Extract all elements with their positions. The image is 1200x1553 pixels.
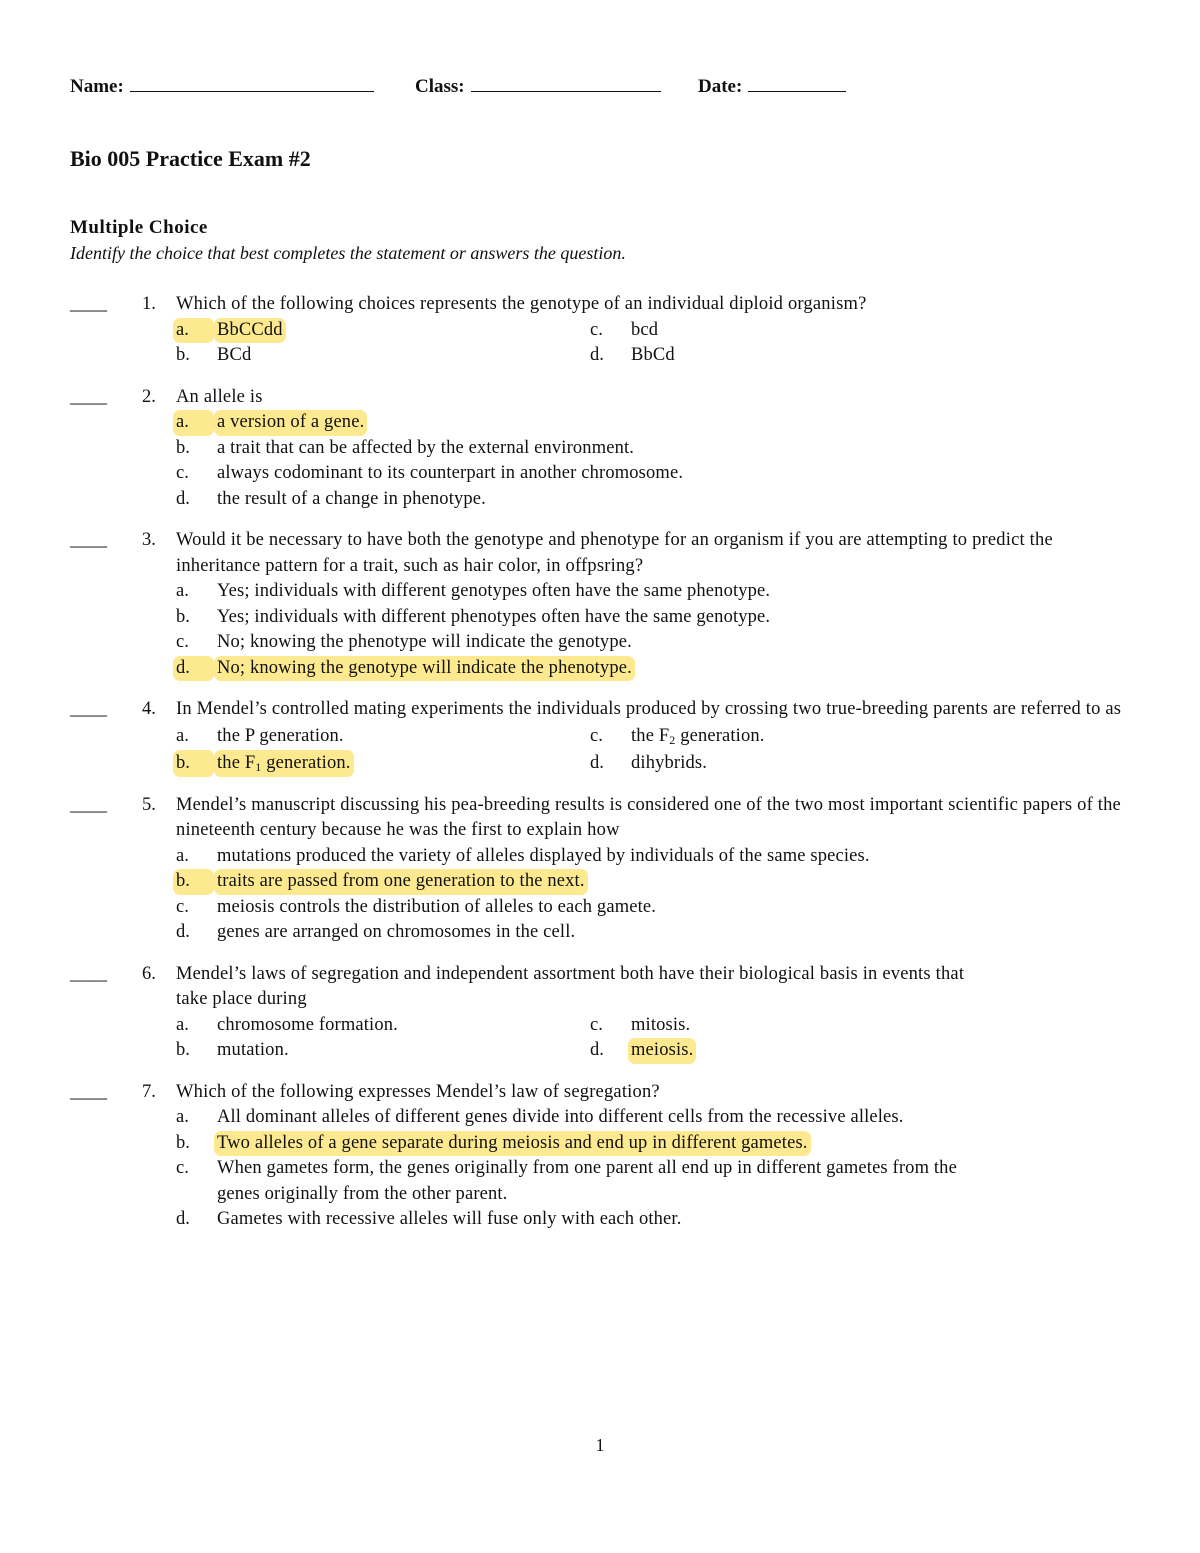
question-4 [70,697,1140,777]
option-letter: b. [173,750,214,777]
option-letter: a. [176,581,189,601]
option-b [176,343,590,369]
option-text-pre: the F [631,725,670,746]
option-text: bcd [631,319,659,340]
question-stem: Which of the following expresses Mendel’s law of segregation? [176,1081,660,1102]
answer-blank[interactable]: ____ [70,699,107,719]
option-c [590,318,1140,344]
class-blank-line[interactable] [471,74,661,92]
option-c [590,723,1140,750]
option-c [176,895,1140,921]
question-2 [70,385,1140,513]
options [176,579,1140,681]
option-letter: d. [176,922,190,942]
option-text: the result of a change in phenotype. [217,488,486,509]
option-text: the P generation. [217,725,344,746]
option-letter: b. [176,345,190,365]
option-letter: d. [173,656,214,682]
option-text: Yes; individuals with different genotypes often have the same phenotype. [217,581,771,601]
option-letter: c. [176,896,189,917]
date-label: Date: [698,76,743,97]
section-title: Multiple Choice [70,217,208,238]
option-letter: d. [590,1040,604,1060]
option-d [590,1038,1140,1064]
option-a [176,1105,976,1131]
option-letter: d. [590,752,604,773]
option-letter: a. [176,1014,189,1035]
options [176,844,1140,946]
option-text: Gametes with recessive alleles will fuse only with each other. [217,1209,682,1229]
question-number: 1. [142,294,156,314]
option-a [176,1013,590,1039]
question-1 [70,292,1140,369]
option-letter: c. [590,319,603,340]
option-a [176,723,590,750]
page-number: 1 [595,1435,605,1455]
question-6 [70,962,1140,1064]
option-b [176,1131,976,1157]
option-c [176,630,1140,656]
option-text-post: generation. [675,725,765,746]
option-text: dihybrids. [631,752,708,773]
question-stem: Mendel’s laws of segregation and independent assortment both have their biological basis in events that take place during [176,963,965,1009]
options [176,723,1140,777]
option-text: chromosome formation. [217,1014,398,1035]
answer-blank[interactable]: ____ [70,530,107,550]
question-3 [70,528,1140,681]
question-number: 6. [142,963,156,984]
option-text: meiosis controls the distribution of alleles to each gamete. [217,896,657,917]
option-letter: c. [590,725,603,746]
option-text: always codominant to its counterpart in another chromosome. [217,463,684,483]
option-text: Two alleles of a gene separate during meiosis and end up in different gametes. [214,1131,811,1157]
option-letter: b. [176,1132,190,1153]
answer-blank[interactable]: ____ [70,963,107,984]
option-letter: b. [173,869,214,895]
option-letter: b. [176,606,190,627]
option-text-subscript: 1 [255,759,262,774]
option-text [631,723,765,750]
option-letter: c. [590,1014,603,1035]
option-text: meiosis. [628,1038,696,1064]
class-label: Class: [415,76,465,97]
option-letter: c. [176,632,189,652]
question-number: 7. [142,1081,156,1102]
option-letter: c. [176,463,189,483]
question-5 [70,793,1140,946]
options [176,318,1140,369]
option-text: BCd [217,345,252,365]
option-letter: d. [590,345,604,365]
option-text: BbCCdd [214,318,286,344]
question-stem: Which of the following choices represents the genotype of an individual diploid organism? [176,294,867,314]
option-text: genes are arranged on chromosomes in the cell. [217,922,576,942]
name-field [70,74,374,98]
date-blank-line[interactable] [748,74,846,92]
option-letter: a. [173,410,214,436]
option-letter: c. [176,1158,189,1178]
option-c [590,1013,1140,1039]
option-text [214,750,354,777]
option-d [176,1207,976,1233]
option-text-post: generation. [261,752,351,773]
option-letter: d. [176,1209,190,1229]
option-d [176,920,1140,946]
option-a [176,410,1140,436]
question-stem: In Mendel’s controlled mating experiments the individuals produced by crossing two true-breeding parents are referred to as [176,699,1122,719]
question-stem: Mendel’s manuscript discussing his pea-breeding results is considered one of the two most important scientific papers of the nineteenth century because he was the first to explain how [176,794,1121,840]
option-c [176,1156,976,1207]
option-text: All dominant alleles of different genes divide into different cells from the recessive alleles. [217,1107,904,1127]
question-stem: An allele is [176,386,263,407]
option-text: BbCd [631,345,675,365]
answer-blank[interactable]: ____ [70,294,107,314]
question-stem: Would it be necessary to have both the genotype and phenotype for an organism if you are attempting to predict the inheritance pattern for a trait, such as hair color, in offpsring? [176,530,1053,576]
option-b [176,1038,590,1064]
option-a [176,318,590,344]
option-d [590,343,1140,369]
options [176,1013,1140,1064]
option-letter: a. [176,1107,189,1127]
name-label: Name: [70,76,124,97]
question-number: 2. [142,386,156,407]
options [176,410,1140,512]
option-text: traits are passed from one generation to the next. [214,869,588,895]
option-c [176,461,1140,487]
option-letter: b. [176,1040,190,1060]
option-letter: d. [176,488,190,509]
answer-blank[interactable]: ____ [70,386,107,407]
name-blank-line[interactable] [130,74,374,92]
option-d [176,656,1140,682]
option-b [176,750,590,777]
exam-title: Bio 005 Practice Exam #2 [70,146,311,171]
question-number: 4. [142,699,156,719]
answer-blank[interactable]: ____ [70,1081,107,1102]
question-list [70,292,1140,1249]
option-text: No; knowing the phenotype will indicate the genotype. [217,632,632,652]
option-text: mutation. [217,1040,289,1060]
option-a [176,579,1140,605]
option-letter: a. [176,725,189,746]
option-d [176,487,1140,513]
option-b [176,436,1140,462]
option-text-pre: the F [217,752,256,773]
option-text: No; knowing the genotype will indicate the phenotype. [214,656,635,682]
option-b [176,869,1140,895]
option-text: When gametes form, the genes originally from one parent all end up in different gametes from the genes originally from the other parent. [217,1158,957,1204]
option-a [176,844,1140,870]
option-text: mutations produced the variety of alleles displayed by individuals of the same species. [217,845,870,866]
date-field [698,74,846,98]
option-b [176,605,1140,631]
option-text: Yes; individuals with different phenotypes often have the same genotype. [217,606,771,627]
option-text: a trait that can be affected by the external environment. [217,437,635,458]
option-letter: a. [173,318,214,344]
option-text: mitosis. [631,1014,691,1035]
header-fields [70,74,1130,100]
option-text-subscript: 2 [669,732,676,747]
question-7 [70,1080,1140,1233]
option-letter: a. [176,845,189,866]
option-letter: b. [176,437,190,458]
class-field [415,74,661,98]
options [176,1105,976,1233]
question-number: 3. [142,530,156,550]
option-text: a version of a gene. [214,410,367,436]
section-instructions: Identify the choice that best completes the statement or answers the question. [70,243,626,263]
option-d [590,750,1140,777]
answer-blank[interactable]: ____ [70,794,107,815]
question-number: 5. [142,794,156,815]
